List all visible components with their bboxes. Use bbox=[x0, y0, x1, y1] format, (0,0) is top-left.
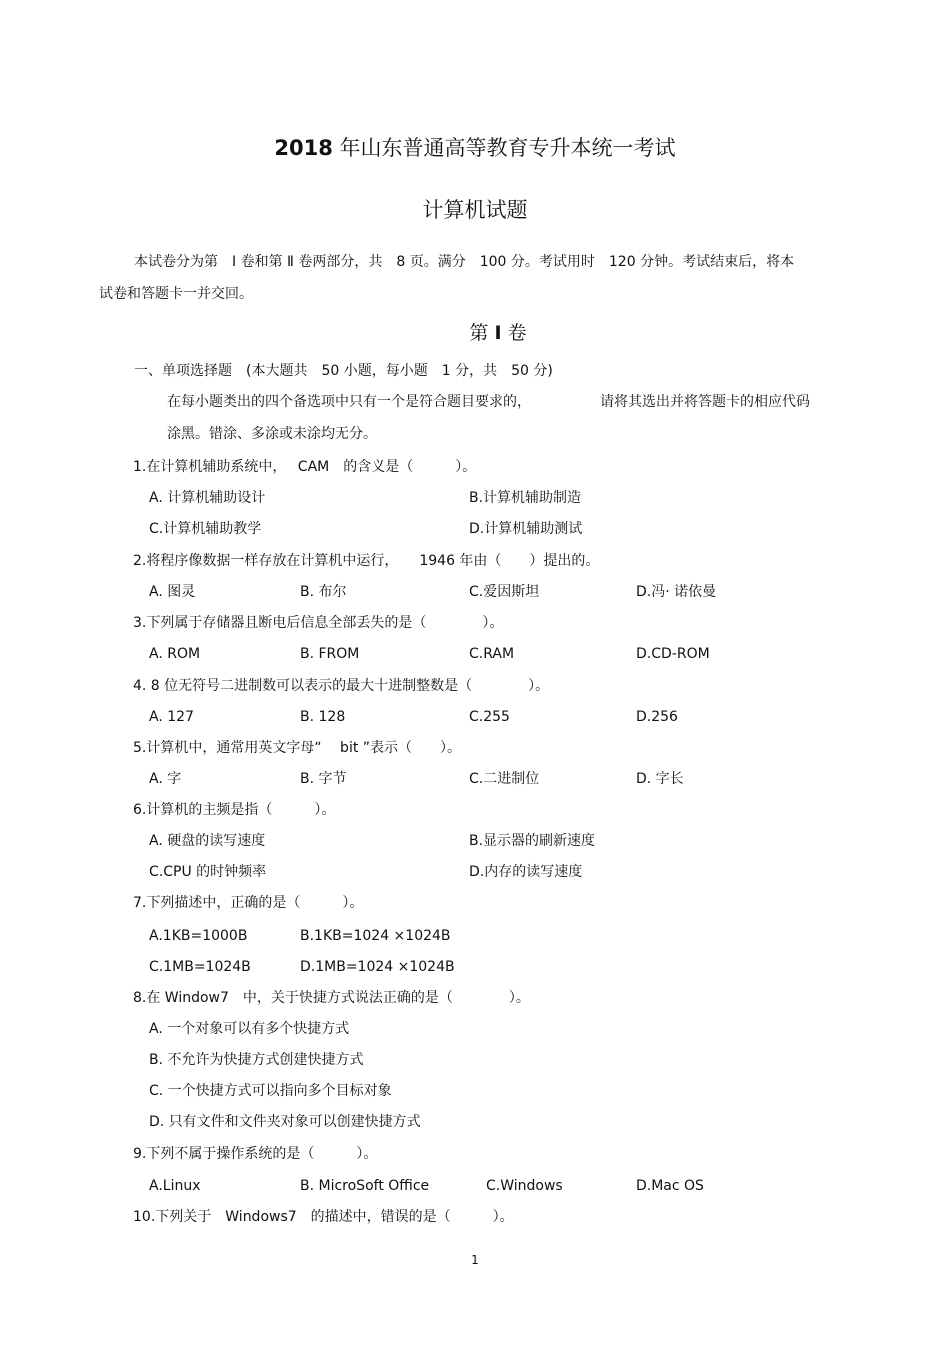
option: C. 一个快捷方式可以指向多个目标对象 bbox=[149, 1083, 392, 1099]
option: C.255 bbox=[469, 709, 510, 725]
part1-instruction-1b: 请将其选出并将答题卡的相应代码 bbox=[600, 394, 810, 410]
option: C.二进制位 bbox=[469, 771, 540, 787]
section-heading: 第 I 卷 bbox=[469, 322, 527, 344]
part1-header: 一、单项选择题 (本大题共 50 小题，每小题 1 分，共 50 分) bbox=[134, 363, 553, 379]
option: A. 硬盘的读写速度 bbox=[149, 833, 266, 849]
exam-subtitle: 计算机试题 bbox=[422, 198, 528, 222]
option: A. 字 bbox=[149, 771, 182, 787]
intro-line-2: 试卷和答题卡一并交回。 bbox=[99, 286, 253, 302]
intro-line-1: 本试卷分为第 Ⅰ 卷和第 Ⅱ 卷两部分，共 8 页。满分 100 分。考试用时 120 分钟。考试结束后，将本 bbox=[134, 254, 795, 270]
option: A.Linux bbox=[149, 1178, 201, 1194]
option: C.爱因斯坦 bbox=[469, 584, 540, 600]
option: D.冯· 诺依曼 bbox=[636, 584, 717, 600]
question-stem: 8.在 Window7 中，关于快捷方式说法正确的是（ ）。 bbox=[133, 990, 530, 1006]
question-stem: 4. 8 位无符号二进制数可以表示的最大十进制整数是（ ）。 bbox=[133, 678, 550, 694]
option: A. 计算机辅助设计 bbox=[149, 490, 266, 506]
option: C.1MB=1024B bbox=[149, 959, 251, 975]
question-stem: 7.下列描述中，正确的是（ ）。 bbox=[133, 895, 364, 911]
option: A. ROM bbox=[149, 646, 201, 662]
option: A. 127 bbox=[149, 709, 194, 725]
option: A.1KB=1000B bbox=[149, 928, 248, 944]
option: B. MicroSoft Office bbox=[300, 1178, 430, 1194]
option: D.内存的读写速度 bbox=[469, 864, 583, 880]
question-stem: 2.将程序像数据一样存放在计算机中运行， 1946 年由（ ）提出的。 bbox=[133, 553, 600, 569]
option: D. 只有文件和文件夹对象可以创建快捷方式 bbox=[149, 1114, 421, 1130]
option: C.CPU 的时钟频率 bbox=[149, 864, 267, 880]
question-stem: 10.下列关于 Windows7 的描述中，错误的是（ ）。 bbox=[133, 1209, 514, 1225]
option: C.Windows bbox=[486, 1178, 563, 1194]
question-stem: 1.在计算机辅助系统中， CAM 的含义是（ ）。 bbox=[133, 459, 477, 475]
option: D.计算机辅助测试 bbox=[469, 521, 583, 537]
question-stem: 5.计算机中，通常用英文字母“ bit ”表示（ ）。 bbox=[133, 740, 462, 756]
question-stem: 9.下列不属于操作系统的是（ ）。 bbox=[133, 1146, 378, 1162]
exam-title: 2018 年山东普通高等教育专升本统一考试 bbox=[274, 136, 676, 160]
option: B. 不允许为快捷方式创建快捷方式 bbox=[149, 1052, 364, 1068]
option: D.256 bbox=[636, 709, 678, 725]
option: B. 字节 bbox=[300, 771, 347, 787]
question-stem: 3.下列属于存储器且断电后信息全部丢失的是（ ）。 bbox=[133, 615, 504, 631]
option: D.1MB=1024 ×1024B bbox=[300, 959, 455, 975]
option: B. 布尔 bbox=[300, 584, 347, 600]
option: B. 128 bbox=[300, 709, 346, 725]
option: B.计算机辅助制造 bbox=[469, 490, 582, 506]
question-stem: 6.计算机的主频是指（ ）。 bbox=[133, 802, 336, 818]
option: A. 图灵 bbox=[149, 584, 196, 600]
option: B. FROM bbox=[300, 646, 360, 662]
option: C.RAM bbox=[469, 646, 515, 662]
page-number: 1 bbox=[471, 1253, 479, 1267]
part1-instruction-2: 涂黑。错涂、多涂或未涂均无分。 bbox=[167, 426, 377, 442]
option: D.CD-ROM bbox=[636, 646, 710, 662]
option: D. 字长 bbox=[636, 771, 684, 787]
option: B.1KB=1024 ×1024B bbox=[300, 928, 451, 944]
option: D.Mac OS bbox=[636, 1178, 704, 1194]
option: C.计算机辅助教学 bbox=[149, 521, 262, 537]
option: A. 一个对象可以有多个快捷方式 bbox=[149, 1021, 350, 1037]
part1-instruction-1a: 在每小题类出的四个备选项中只有一个是符合题目要求的， bbox=[167, 394, 531, 410]
option: B.显示器的刷新速度 bbox=[469, 833, 596, 849]
